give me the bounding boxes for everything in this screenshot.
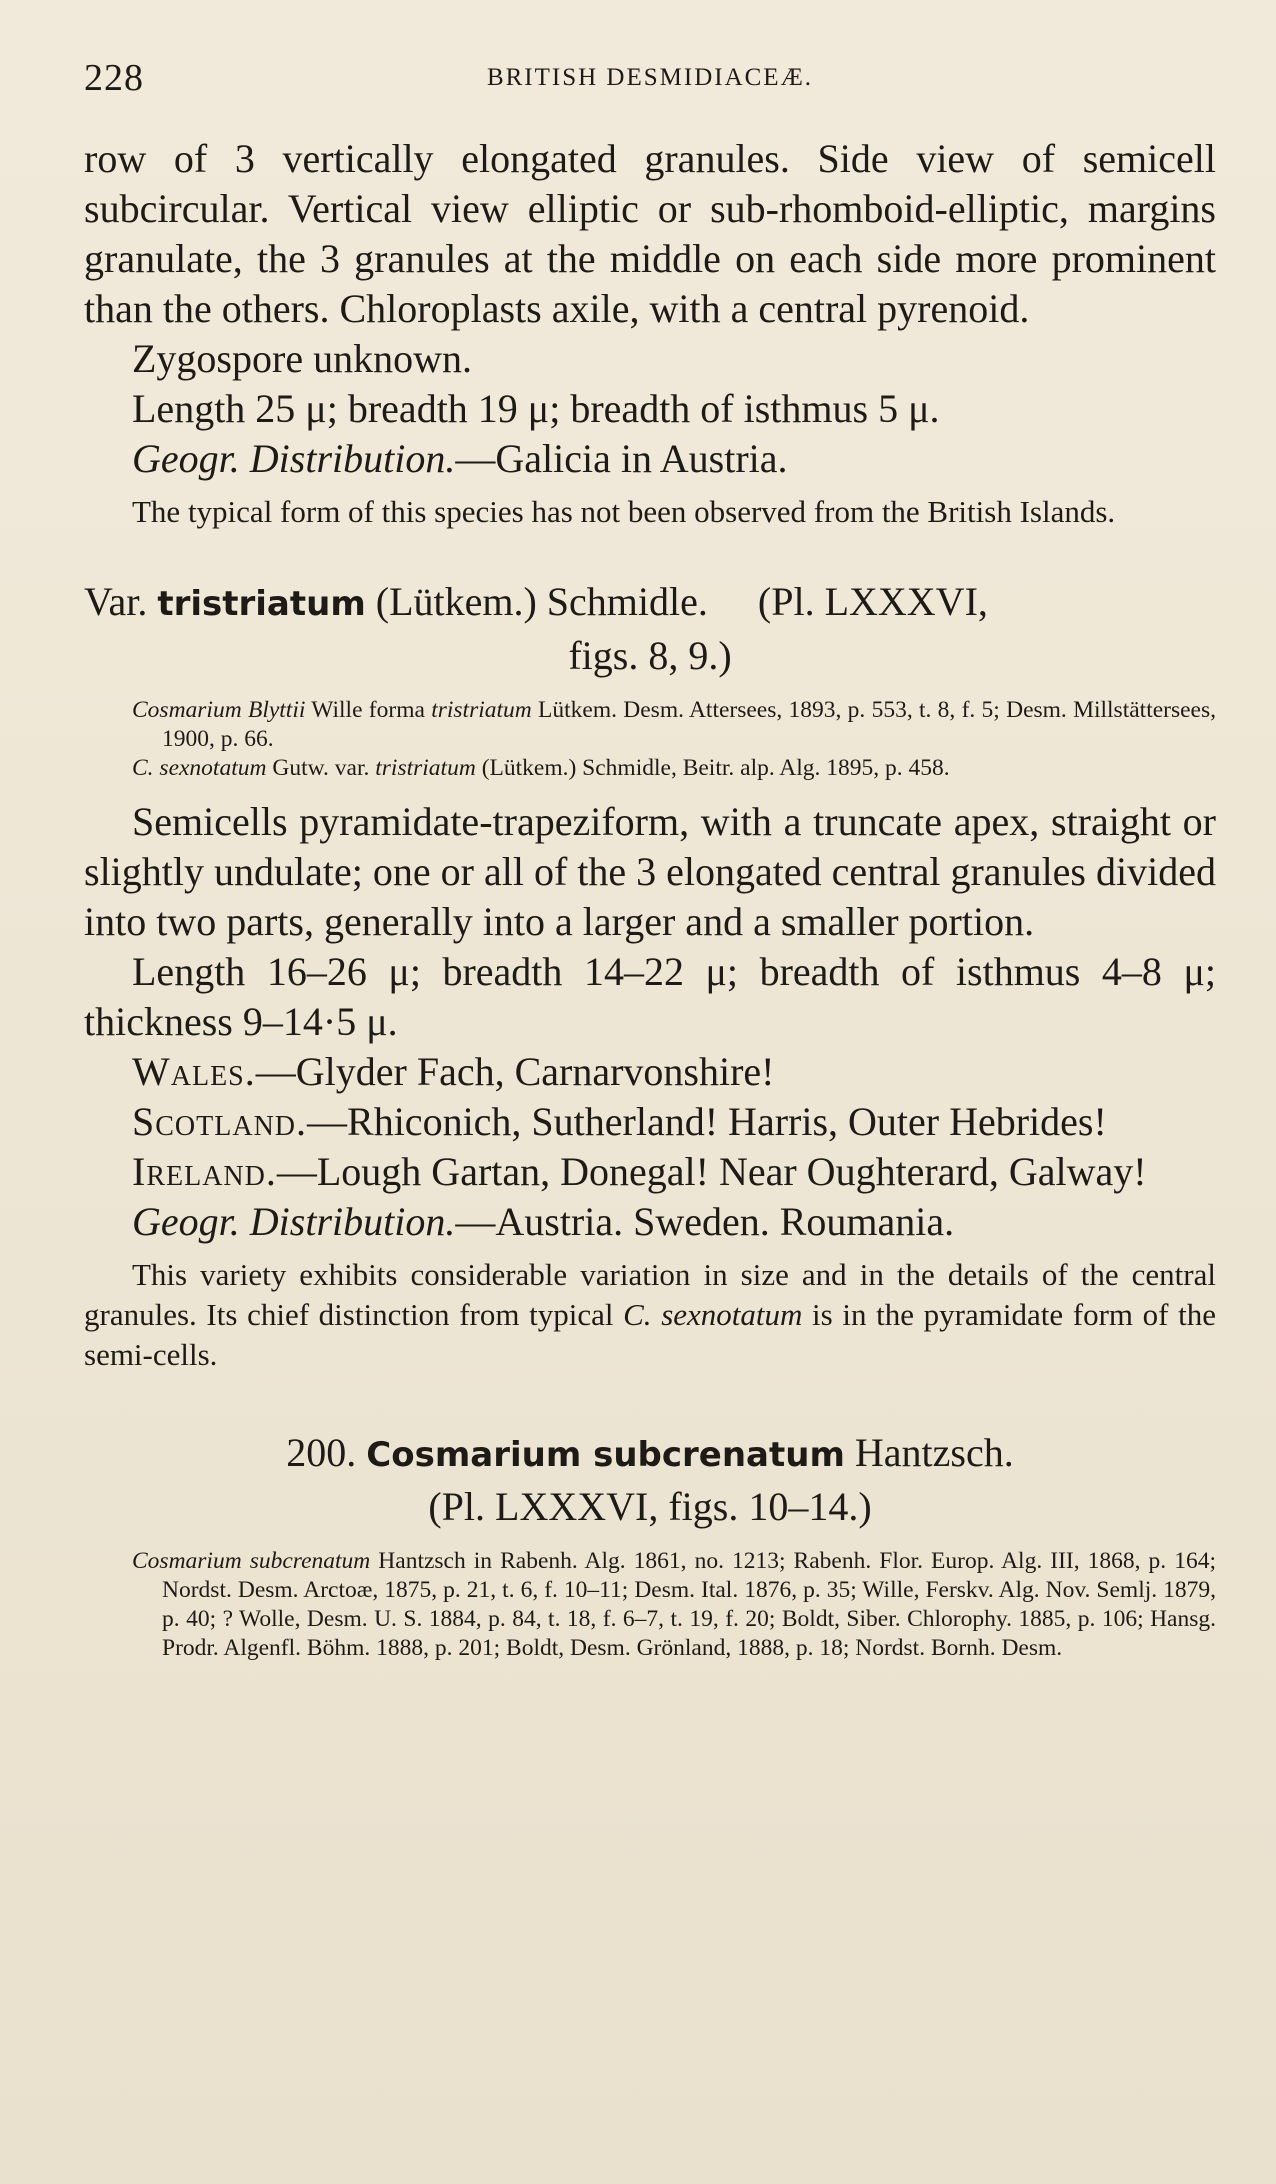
reference-entry: Cosmarium Blyttii Wille forma tristriatum Lütkem. Desm. Attersees, 1893, p. 553, t. 8, f. 5; Desm. Millstättersees, 1900, p. 66. xyxy=(132,697,1217,752)
variety-prefix: Var. xyxy=(84,579,148,624)
region-label: Wales. xyxy=(132,1049,256,1094)
zygospore-line: Zygospore unknown. xyxy=(132,336,472,381)
variety-description: Semicells pyramidate-trapeziform, with a truncate apex, straight or slightly undulate; one or all of the 3 elongated central granules divided into two parts, generally into a larger and a smaller portion. xyxy=(84,799,1216,944)
locality-wales: Wales.—Glyder Fach, Carnarvonshire! xyxy=(132,1049,775,1094)
variety-distribution xyxy=(84,1197,1216,1247)
species-continued xyxy=(84,134,1216,532)
species-name: Cosmarium subcrenatum xyxy=(366,1435,845,1475)
variety-measurements: Length 16–26 μ; breadth 14–22 μ; breadth of isthmus 4–8 μ; thickness 9–14·5 μ. xyxy=(84,949,1216,1044)
species-references xyxy=(84,1547,1216,1663)
distribution-label: Geogr. Distribution. xyxy=(132,436,456,481)
distribution-label: Geogr. Distribution. xyxy=(132,1199,456,1244)
reference-taxon: Cosmarium subcrenatum xyxy=(132,1548,371,1574)
reference-entry: Cosmarium subcrenatum Hantzsch in Rabenh. Alg. 1861, no. 1213; Rabenh. Flor. Europ. Alg. III, 1868, p. 164; Nordst. Desm. Arctoæ, 1875, p. 21, t. 6, f. 10–11; Desm. Ital. 1876, p. 35; Wille, Ferskv. Alg. Nov. Semlj. 1879, p. 40; ? Wolle, Desm. U. S. 1884, p. 84, t. 18, f. 6–7, t. 19, f. 20; Boldt, Siber. Chlorophy. 1885, p. 106; Hansg. Prodr. Algenfl. Böhm. 1888, p. 201; Boldt, Desm. Grönland, 1888, p. 18; Nordst. Bornh. Desm. xyxy=(132,1548,1216,1661)
variety-tristriatum xyxy=(84,576,1216,1375)
species-heading xyxy=(84,1427,1216,1533)
variety-authority: (Lütkem.) Schmidle. xyxy=(375,579,708,624)
species-plate-ref: (Pl. LXXXVI, figs. 10–14.) xyxy=(428,1484,872,1529)
measurements-line: Length 25 μ; breadth 19 μ; breadth of isthmus 5 μ. xyxy=(132,386,940,431)
reference-taxon: Cosmarium Blyttii xyxy=(132,697,306,723)
variety-figs: figs. 8, 9.) xyxy=(568,633,732,678)
species-number: 200. xyxy=(286,1430,357,1475)
distribution-text: —Galicia in Austria. xyxy=(455,436,788,481)
variety-references xyxy=(84,696,1216,783)
region-label: Scotland. xyxy=(132,1099,308,1144)
distribution-line xyxy=(84,434,1216,484)
reference-epithet: tristriatum xyxy=(431,697,532,723)
page-number: 228 xyxy=(84,57,144,99)
species-200 xyxy=(84,1427,1216,1663)
variety-heading xyxy=(84,576,1216,682)
variety-note: This variety exhibits considerable variation in size and in the details of the central granules. Its chief distinction from typical C. sexnotatum is in the pyramidate form of the semi-cells. xyxy=(84,1257,1217,1372)
species-authority: Hantzsch. xyxy=(854,1430,1014,1475)
locality-ireland: Ireland.—Lough Gartan, Donegal! Near Oughterard, Galway! xyxy=(132,1149,1147,1194)
reference-entry: C. sexnotatum Gutw. var. tristriatum (Lütkem.) Schmidle, Beitr. alp. Alg. 1895, p. 458. xyxy=(132,755,950,781)
taxon-italic: C. sexnotatum xyxy=(623,1297,803,1332)
description-paragraph: row of 3 vertically elongated granules. Side view of semicell subcircular. Vertical view elliptic or sub-rhomboid-elliptic, margins granulate, the 3 granules at the middle on each side more prominent than the others. Chloroplasts axile, with a central pyrenoid. xyxy=(84,136,1216,331)
reference-epithet: tristriatum xyxy=(375,755,476,781)
variety-plate-ref: (Pl. LXXXVI, xyxy=(757,579,988,624)
distribution-text: —Austria. Sweden. Roumania. xyxy=(455,1199,955,1244)
region-label: Ireland. xyxy=(132,1149,277,1194)
running-title: BRITISH DESMIDIACEÆ. xyxy=(486,64,814,91)
typical-form-note: The typical form of this species has not been observed from the British Islands. xyxy=(132,494,1116,529)
reference-taxon: C. sexnotatum xyxy=(132,755,267,781)
running-head xyxy=(84,44,1216,104)
locality-scotland: Scotland.—Rhiconich, Sutherland! Harris, Outer Hebrides! xyxy=(132,1099,1107,1144)
variety-name: tristriatum xyxy=(157,584,366,624)
